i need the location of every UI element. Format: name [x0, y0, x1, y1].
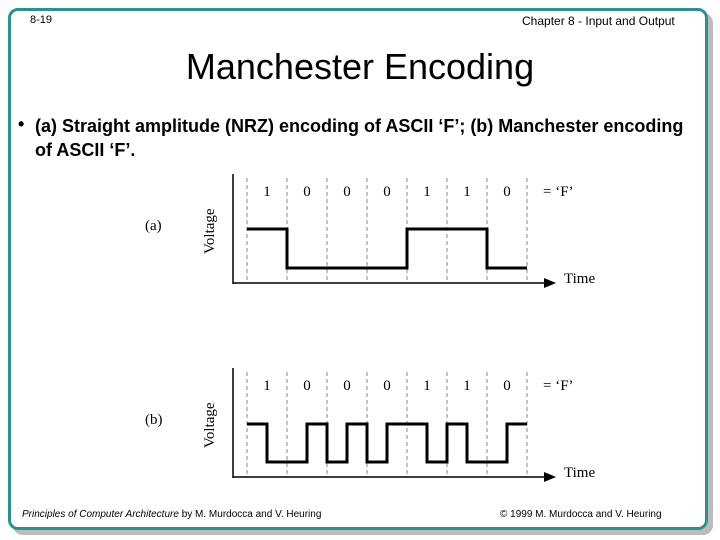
- bit-label-b: 1: [263, 378, 271, 394]
- bit-label-b: 0: [343, 378, 351, 394]
- panel-a: [145, 174, 595, 288]
- manchester-waveform: [247, 424, 527, 462]
- time-label-b: Time: [564, 465, 596, 481]
- bit-label-b: 0: [503, 378, 511, 394]
- result-label-b: = ‘F’: [543, 378, 574, 394]
- bullet-text: (a) Straight amplitude (NRZ) encoding of ASCII ‘F’; (b) Manchester encoding of ASCII ‘F’.: [35, 116, 684, 160]
- time-arrow-b: [544, 472, 556, 482]
- footer-copyright: © 1999 M. Murdocca and V. Heuring: [500, 509, 662, 520]
- nrz-waveform: [247, 229, 527, 268]
- chapter-title: Chapter 8 - Input and Output: [522, 14, 675, 28]
- panel-a-label: (a): [145, 218, 162, 234]
- time-label-a: Time: [564, 271, 596, 287]
- bit-label-a: 1: [263, 184, 271, 200]
- bit-labels-b: [263, 378, 511, 394]
- book-title: Principles of Computer Architecture: [22, 509, 179, 520]
- bit-labels-a: [263, 184, 511, 200]
- panel-b: [145, 368, 595, 482]
- footer-book-credit: [22, 509, 321, 520]
- panel-b-label: (b): [145, 412, 163, 428]
- book-authors: by M. Murdocca and V. Heuring: [178, 509, 322, 520]
- time-arrow-a: [544, 278, 556, 288]
- bit-label-a: 0: [383, 184, 391, 200]
- bit-label-a: 0: [343, 184, 351, 200]
- bit-label-a: 0: [503, 184, 511, 200]
- bit-label-b: 1: [423, 378, 431, 394]
- result-label-a: = ‘F’: [543, 184, 574, 200]
- bit-label-a: 1: [423, 184, 431, 200]
- bit-label-b: 1: [463, 378, 471, 394]
- bullet-dot: •: [18, 114, 25, 134]
- bit-label-a: 0: [303, 184, 311, 200]
- voltage-label-a: Voltage: [202, 208, 218, 254]
- page-title: Manchester Encoding: [185, 46, 535, 87]
- slide-number: 8-19: [30, 14, 53, 26]
- voltage-label-b: Voltage: [202, 402, 218, 448]
- bit-label-b: 0: [383, 378, 391, 394]
- bit-label-a: 1: [463, 184, 471, 200]
- bit-label-b: 0: [303, 378, 311, 394]
